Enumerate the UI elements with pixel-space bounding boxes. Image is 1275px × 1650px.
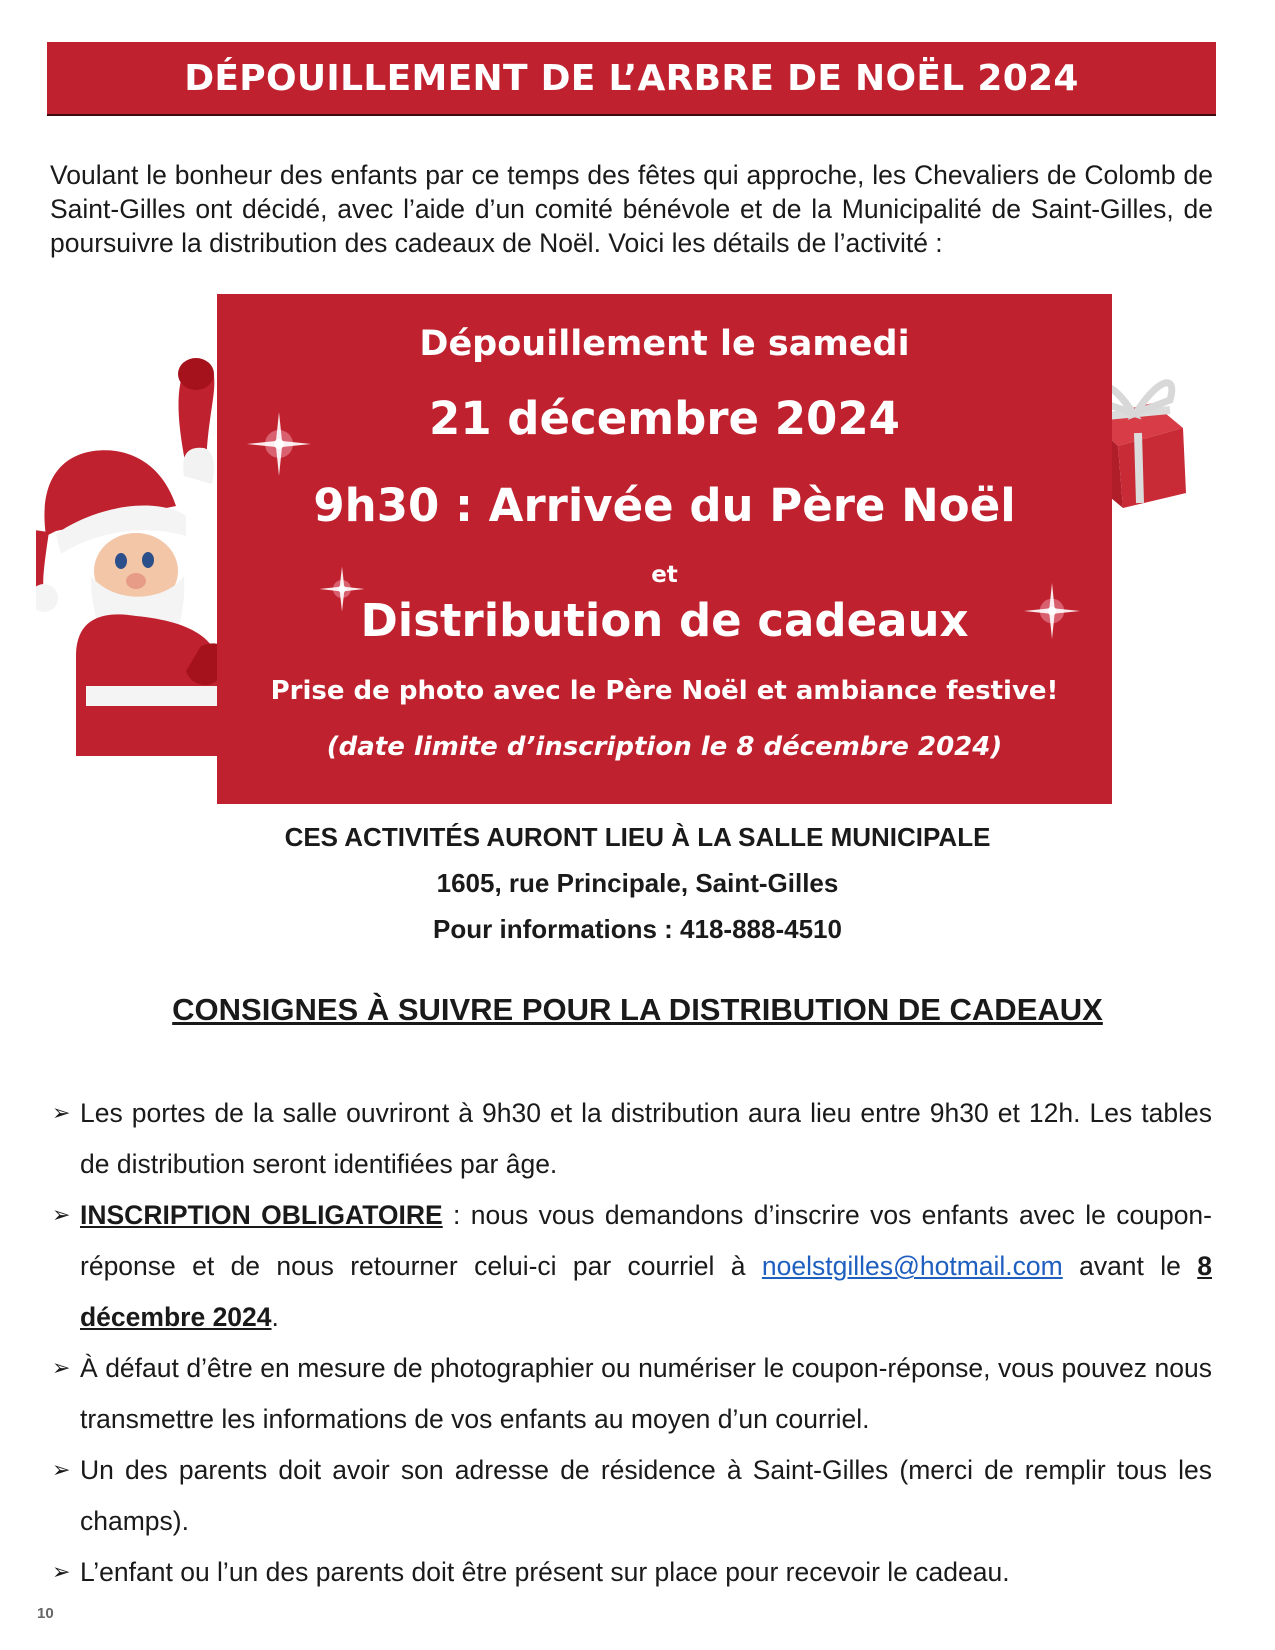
- arrow-bullet-icon: ➢: [52, 1458, 71, 1483]
- sparkle-icon: [239, 404, 319, 484]
- venue-info-phone: Pour informations : 418-888-4510: [433, 914, 842, 944]
- list-item: [52, 1343, 1212, 1445]
- list-item: [52, 1088, 1212, 1190]
- list-item-text: Les portes de la salle ouvriront à 9h30 et la distribution aura lieu entre 9h30 et 12h. Les tables de distribution seront identifiées par âge.: [80, 1098, 1212, 1179]
- sparkle-icon: [312, 559, 372, 619]
- event-photo-note: Prise de photo avec le Père Noël et ambiance festive!: [270, 676, 1059, 706]
- venue-address: 1605, rue Principale, Saint-Gilles: [436, 868, 839, 898]
- event-and: et: [651, 562, 678, 588]
- intro-paragraph: Voulant le bonheur des enfants par ce temps des fêtes qui approche, les Chevaliers de Colomb de Saint-Gilles ont décidé, avec l’aide d’un comité bénévole et de la Municipalité de Saint-Gilles, de poursuivre la distribution des cadeaux de Noël. Voici les détails de l’activité :: [50, 160, 1213, 258]
- event-day-line: Dépouillement le samedi: [419, 324, 910, 364]
- list-item-text: avant le: [1062, 1251, 1198, 1281]
- list-item: [52, 1445, 1212, 1547]
- list-item: [52, 1547, 1212, 1598]
- list-item-text: .: [271, 1302, 279, 1332]
- page-title: DÉPOUILLEMENT DE L’ARBRE DE NOËL 2024: [184, 57, 1079, 99]
- event-details-box: [217, 294, 1112, 804]
- list-item-text: : nous vous demandons d’inscrire vos enfants avec le coupon-réponse et de nous retourner celui-ci par courriel à: [80, 1200, 1212, 1281]
- email-link[interactable]: noelstgilles@hotmail.com: [761, 1251, 1063, 1281]
- title-banner: [47, 42, 1216, 116]
- santa-claus-illustration: [36, 356, 221, 756]
- list-item-text: Un des parents doit avoir son adresse de résidence à Saint-Gilles (merci de remplir tous les champs).: [80, 1455, 1212, 1536]
- list-item-text: À défaut d’être en mesure de photographier ou numériser le coupon-réponse, vous pouvez nous transmettre les informations de vos enfants au moyen d’un courriel.: [80, 1353, 1212, 1434]
- event-arrival: 9h30 : Arrivée du Père Noël: [313, 479, 1016, 532]
- instructions-heading: CONSIGNES À SUIVRE POUR LA DISTRIBUTION DE CADEAUX: [172, 992, 1103, 1027]
- sparkle-icon: [1017, 576, 1087, 646]
- list-item-text: L’enfant ou l’un des parents doit être présent sur place pour recevoir le cadeau.: [80, 1557, 1010, 1587]
- registration-required: INSCRIPTION OBLIGATOIRE: [80, 1200, 443, 1230]
- event-deadline: (date limite d’inscription le 8 décembre 2024): [326, 732, 1003, 762]
- arrow-bullet-icon: ➢: [52, 1101, 71, 1126]
- venue-line: CES ACTIVITÉS AURONT LIEU À LA SALLE MUNICIPALE: [284, 822, 991, 852]
- event-date: 21 décembre 2024: [429, 392, 900, 445]
- event-distribution: Distribution de cadeaux: [360, 594, 969, 647]
- arrow-bullet-icon: ➢: [52, 1356, 71, 1381]
- page-number: 10: [37, 1605, 54, 1622]
- deadline-date: 8 décembre 2024: [80, 1251, 1212, 1332]
- arrow-bullet-icon: ➢: [52, 1203, 71, 1228]
- instructions-list: [52, 1088, 1212, 1598]
- list-item: [52, 1190, 1212, 1343]
- arrow-bullet-icon: ➢: [52, 1560, 71, 1585]
